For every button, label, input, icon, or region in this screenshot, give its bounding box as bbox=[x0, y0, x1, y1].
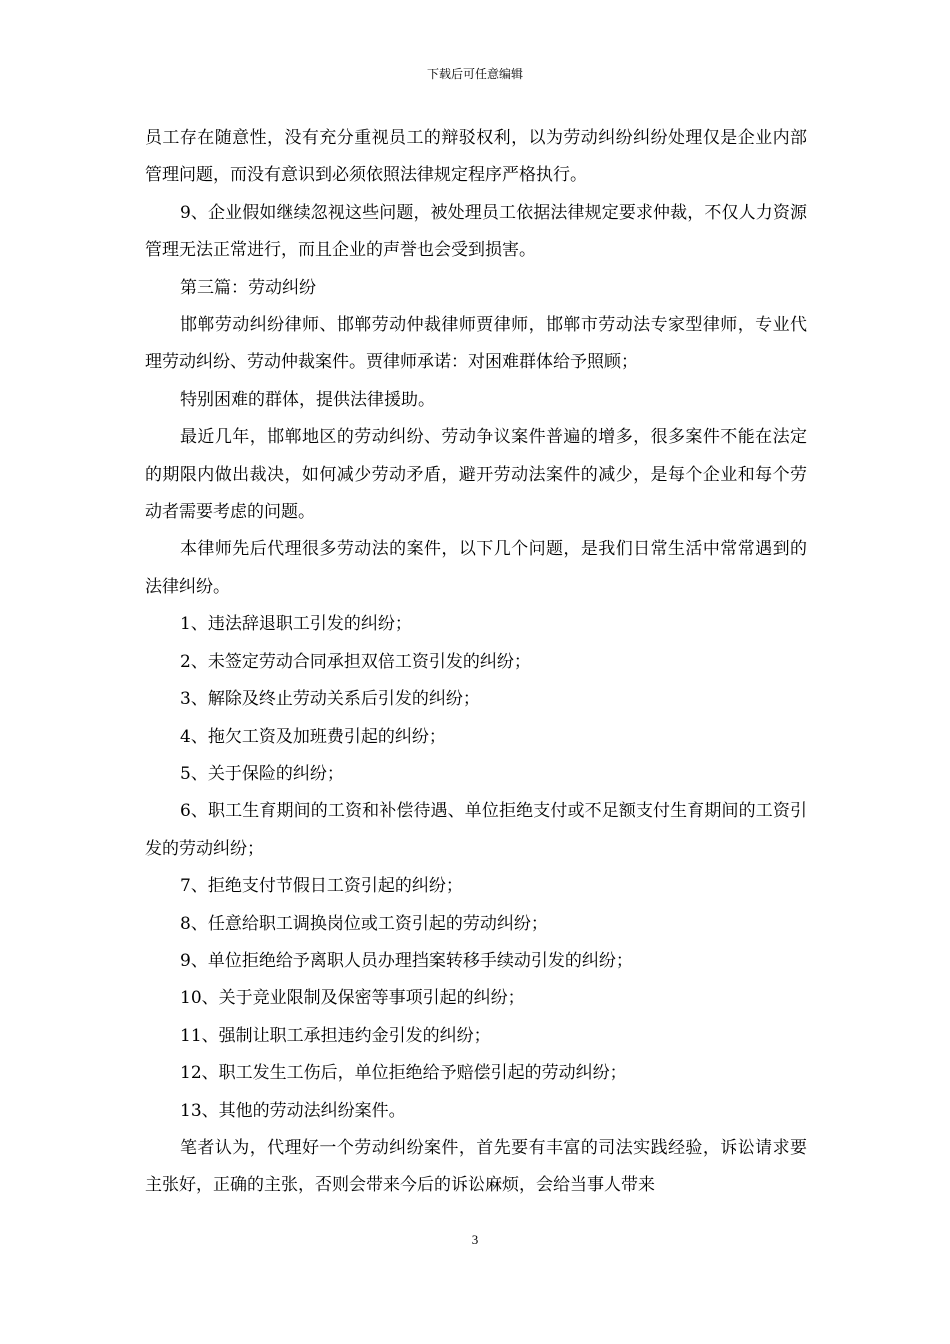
list-item: 1、违法辞退职工引发的纠纷； bbox=[180, 614, 412, 635]
paragraph: 最近几年，邯郸地区的劳动纠纷、劳动争议案件普遍的增多，很多案件不能在法定的期限内做出裁决，如何减少劳动矛盾，避开劳动法案件的减少，是每个企业和每个劳动者需要考虑的问题。 bbox=[145, 427, 807, 523]
list-item: 9、单位拒绝给予离职人员办理挡案转移手续动引发的纠纷； bbox=[180, 950, 633, 971]
list-item: 6、职工生育期间的工资和补偿待遇、单位拒绝支付或不足额支付生育期间的工资引发的劳动纠纷； bbox=[145, 801, 807, 859]
paragraph: 本律师先后代理很多劳动法的案件，以下几个问题，是我们日常生活中常常遇到的法律纠纷。 bbox=[145, 539, 807, 597]
list-item: 10、关于竞业限制及保密等事项引起的纠纷； bbox=[180, 988, 525, 1009]
list-item: 8、任意给职工调换岗位或工资引起的劳动纠纷； bbox=[180, 913, 548, 934]
section-heading: 第三篇：劳动纠纷 bbox=[180, 277, 316, 298]
paragraph: 笔者认为，代理好一个劳动纠纷案件，首先要有丰富的司法实践经验，诉讼请求要主张好，正确的主张，否则会带来今后的诉讼麻烦，会给当事人带来 bbox=[145, 1137, 807, 1196]
paragraph: 特别困难的群体，提供法律援助。 bbox=[180, 389, 435, 410]
list-item: 4、拖欠工资及加班费引起的纠纷； bbox=[180, 726, 446, 747]
list-item: 11、强制让职工承担违约金引发的纠纷； bbox=[180, 1025, 491, 1046]
document-body bbox=[145, 120, 807, 1205]
page-header: 下载后可任意编辑 bbox=[426, 67, 523, 81]
list-item: 3、解除及终止劳动关系后引发的纠纷； bbox=[180, 689, 480, 710]
list-item: 7、拒绝支付节假日工资引起的纠纷； bbox=[180, 876, 463, 897]
list-item: 5、关于保险的纠纷； bbox=[180, 763, 344, 784]
list-item: 2、未签定劳动合同承担双倍工资引发的纠纷； bbox=[180, 651, 531, 672]
list-item: 13、其他的劳动法纠纷案件。 bbox=[180, 1100, 406, 1121]
paragraph: 邯郸劳动纠纷律师、邯郸劳动仲裁律师贾律师，邯郸市劳动法专家型律师，专业代理劳动纠纷、劳动仲裁案件。贾律师承诺：对困难群体给予照顾； bbox=[145, 315, 807, 373]
list-item: 12、职工发生工伤后，单位拒绝给予赔偿引起的劳动纠纷； bbox=[180, 1063, 627, 1084]
paragraph: 9、企业假如继续忽视这些问题，被处理员工依据法律规定要求仲裁，不仅人力资源管理无法正常进行，而且企业的声誉也会受到损害。 bbox=[145, 202, 807, 261]
page-number: 3 bbox=[471, 1232, 479, 1247]
paragraph: 员工存在随意性，没有充分重视员工的辩驳权利，以为劳动纠纷纠纷处理仅是企业内部管理问题，而没有意识到必须依照法律规定程序严格执行。 bbox=[145, 128, 807, 186]
